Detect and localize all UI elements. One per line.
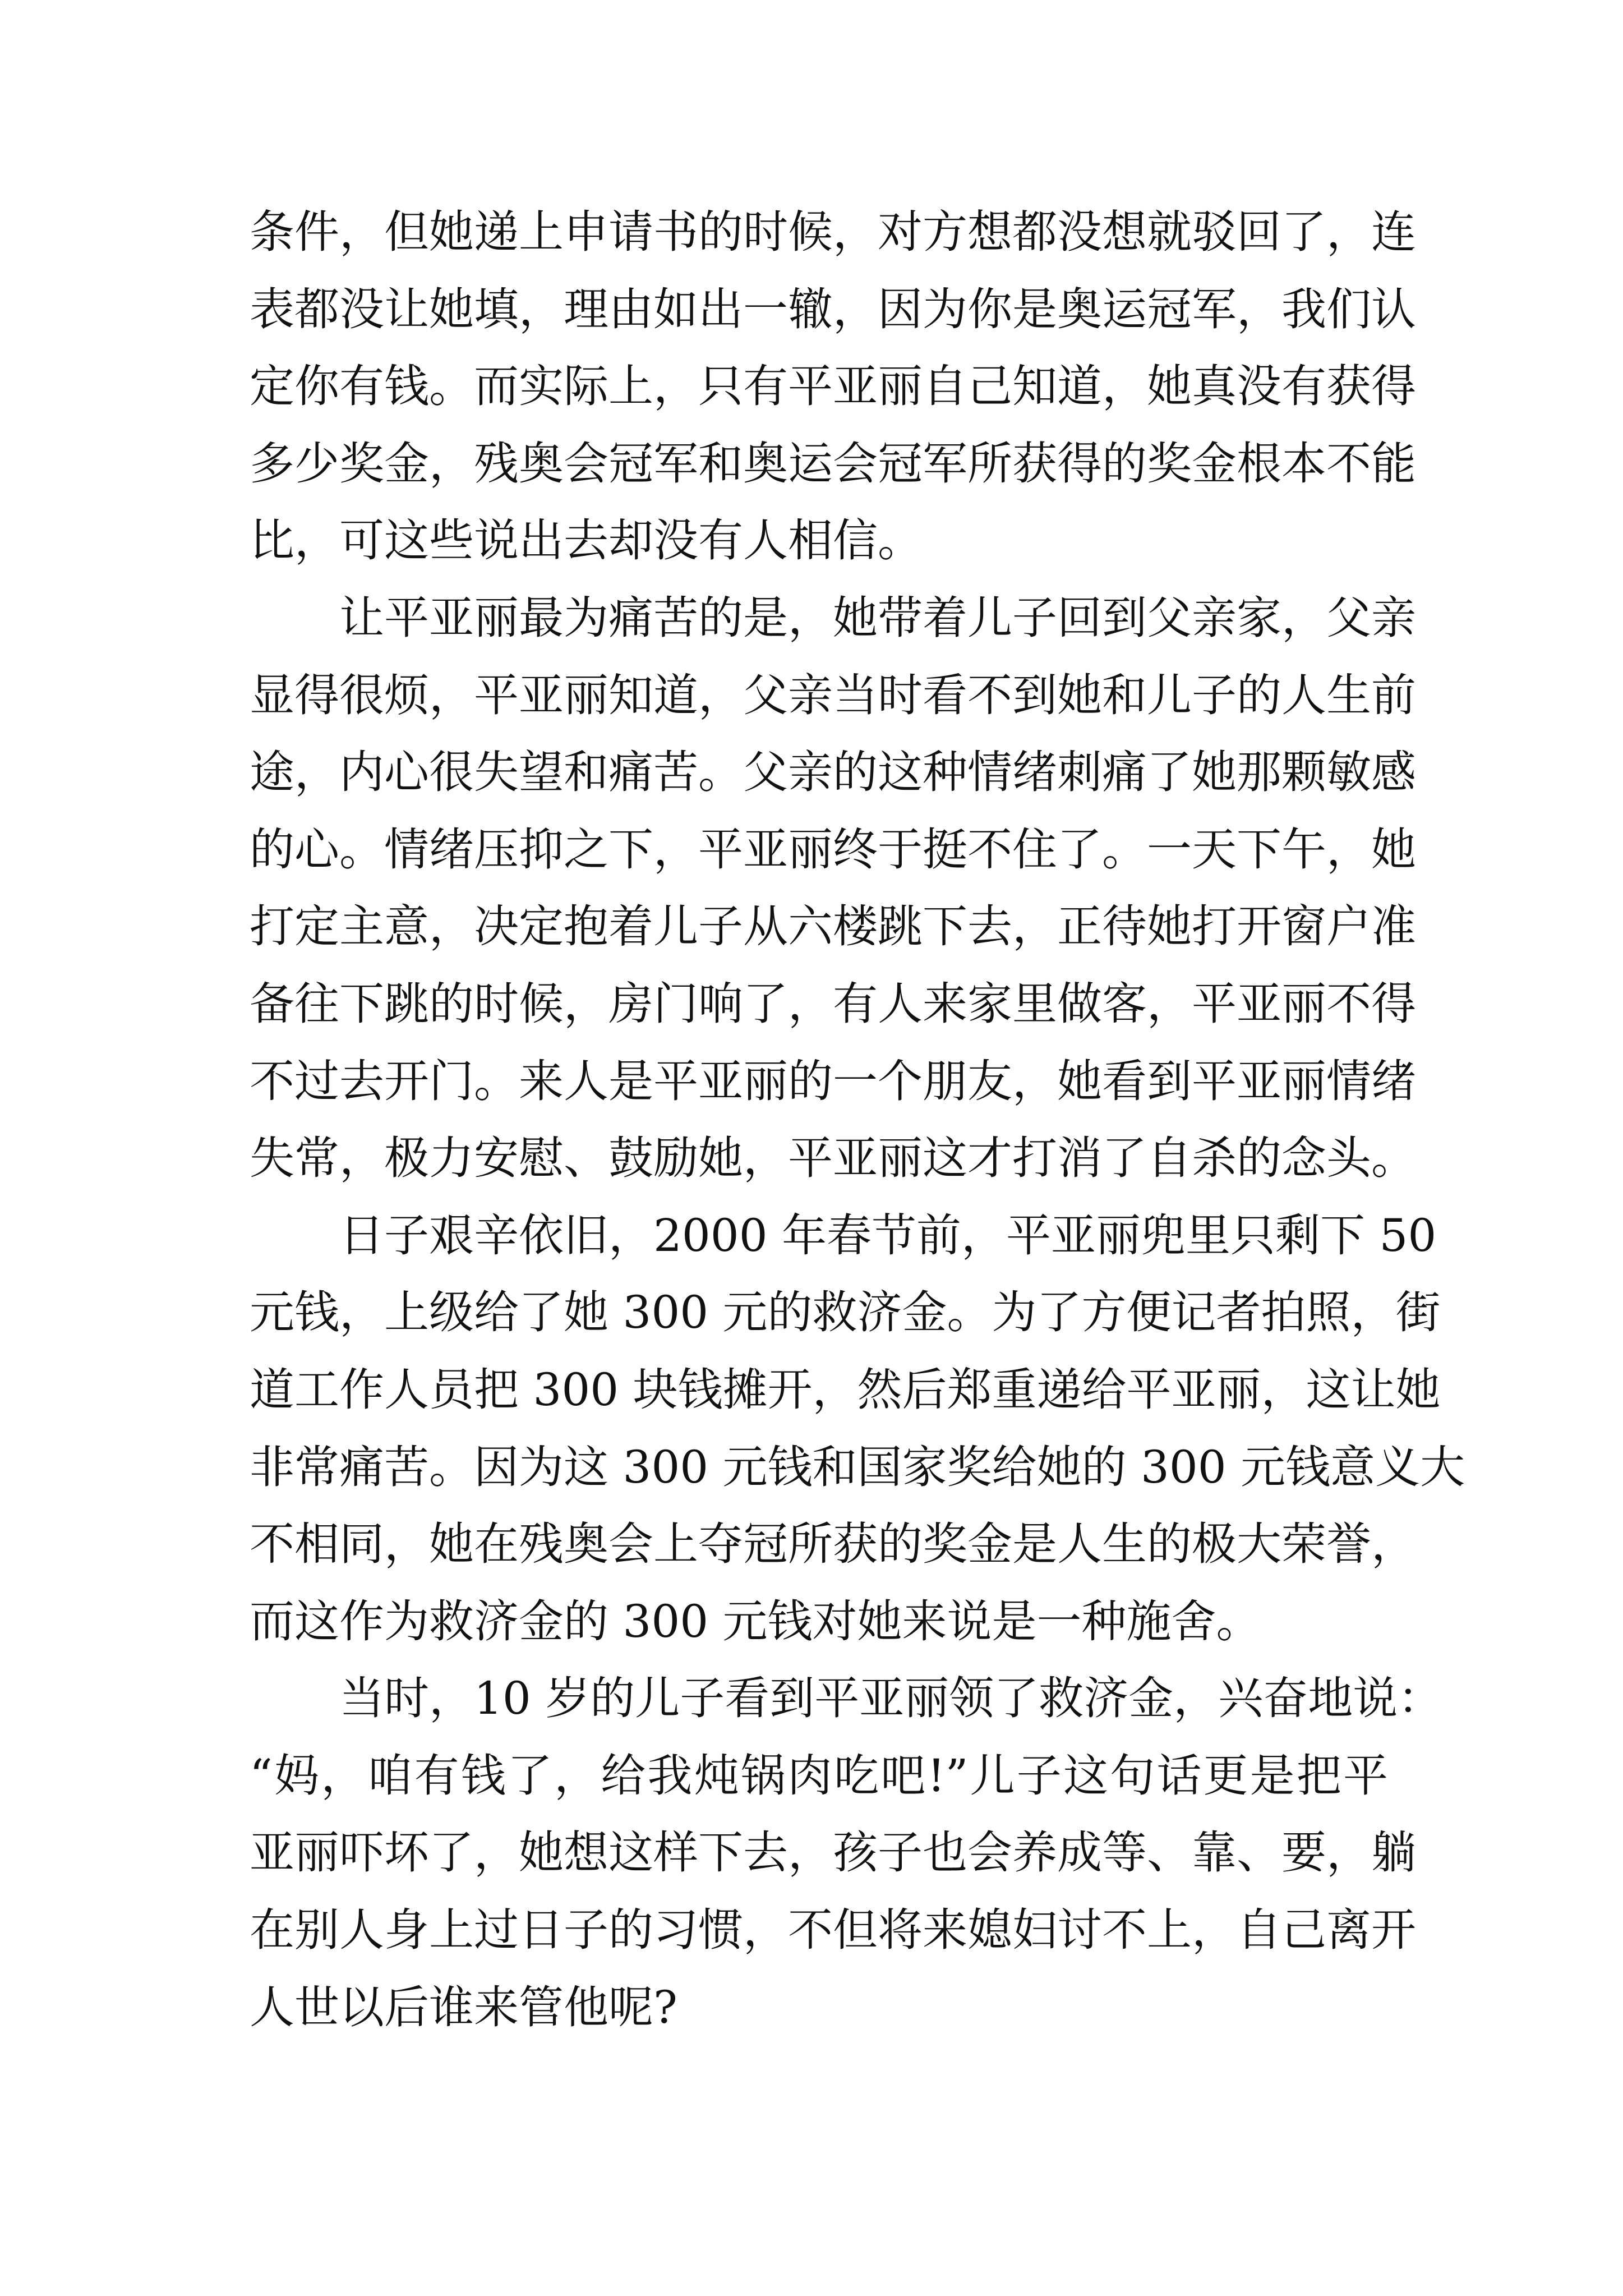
text-line: 让平亚丽最为痛苦的是，她带着儿子回到父亲家，父亲 xyxy=(339,591,1416,644)
text-line: 多少奖金，残奥会冠军和奥运会冠军所获得的奖金根本不能 xyxy=(250,437,1416,490)
text-line: 非常痛苦。因为这 300 元钱和国家奖给她的 300 元钱意义大 xyxy=(250,1441,1465,1493)
text-line: 表都没让她填，理由如出一辙，因为你是奥运冠军，我们认 xyxy=(250,283,1416,335)
text-line: 备往下跳的时候，房门响了，有人来家里做客，平亚丽不得 xyxy=(250,977,1416,1030)
paragraph xyxy=(250,1197,1465,1660)
text-line: 人世以后谁来管他呢? xyxy=(250,1981,677,2033)
text-line: 日子艰辛依旧，2000 年春节前，平亚丽兜里只剩下 50 xyxy=(339,1209,1437,1262)
text-line: 当时，10 岁的儿子看到平亚丽领了救济金，兴奋地说： xyxy=(339,1672,1443,1725)
text-line: 亚丽吓坏了，她想这样下去，孩子也会养成等、靠、要，躺 xyxy=(250,1826,1416,1879)
text-line: 而这作为救济金的 300 元钱对她来说是一种施舍。 xyxy=(250,1595,1261,1648)
paragraph xyxy=(250,194,1416,579)
text-line: 定你有钱。而实际上，只有平亚丽自己知道，她真没有获得 xyxy=(250,360,1416,413)
text-line: 失常，极力安慰、鼓励她，平亚丽这才打消了自杀的念头。 xyxy=(250,1132,1416,1185)
text-line: 不相同，她在残奥会上夺冠所获的奖金是人生的极大荣誉， xyxy=(250,1518,1416,1571)
text-line: 条件，但她递上申请书的时候，对方想都没想就驳回了，连 xyxy=(250,206,1416,258)
text-line: 打定主意，决定抱着儿子从六楼跳下去，正待她打开窗户准 xyxy=(250,900,1416,953)
paragraph xyxy=(250,579,1416,1197)
text-line: 途，内心很失望和痛苦。父亲的这种情绪刺痛了她那颗敏感 xyxy=(250,746,1416,799)
text-line: 比，可这些说出去却没有人相信。 xyxy=(250,514,923,567)
text-line: 的心。情绪压抑之下，平亚丽终于挺不住了。一天下午，她 xyxy=(250,823,1416,876)
text-line: 道工作人员把 300 块钱摊开，然后郑重递给平亚丽，这让她 xyxy=(250,1363,1441,1416)
paragraph xyxy=(250,1660,1443,2046)
text-line: “妈，咱有钱了，给我炖锅肉吃吧!”儿子这句话更是把平 xyxy=(250,1749,1388,1802)
text-line: 元钱，上级给了她 300 元的救济金。为了方便记者拍照，街 xyxy=(250,1286,1441,1339)
body-text xyxy=(250,194,1465,2046)
text-line: 在别人身上过日子的习惯，不但将来媳妇讨不上，自己离开 xyxy=(250,1904,1416,1957)
text-line: 显得很烦，平亚丽知道，父亲当时看不到她和儿子的人生前 xyxy=(250,669,1416,721)
text-line: 不过去开门。来人是平亚丽的一个朋友，她看到平亚丽情绪 xyxy=(250,1055,1416,1107)
